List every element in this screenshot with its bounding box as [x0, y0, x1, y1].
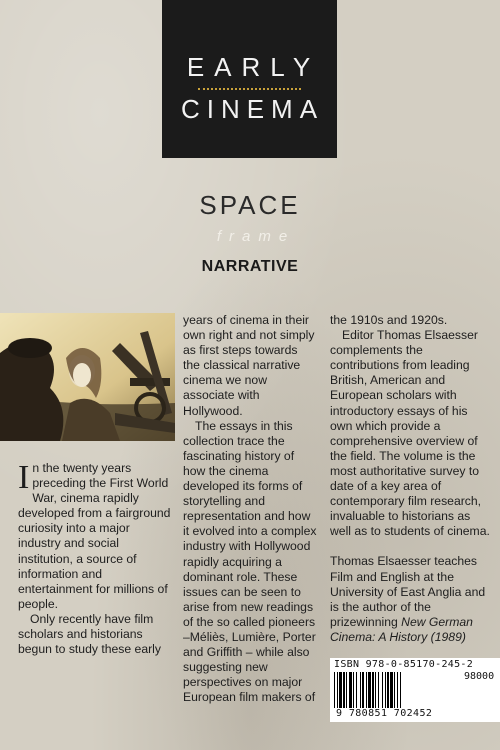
blurb-column-1 — [18, 461, 175, 657]
blurb-paragraph: Editor Thomas Elsaesser complements the contributions from leading British, American and European scholars with introductory essays of his own which provide a comprehensive overview of the field. The volume is the most authoritative survey to date of a key area of contemporary film research, invaluable to historians as well as to students of cinema. — [330, 328, 490, 539]
blurb-paragraph: Only recently have film scholars and historians begun to study these early — [18, 611, 161, 657]
barcode-panel — [330, 658, 500, 722]
book-title-line1: SPACE — [199, 190, 301, 220]
barcode-icon — [334, 672, 462, 708]
barcode-addon: 98000 — [464, 671, 495, 682]
drop-cap: I — [18, 459, 30, 496]
blurb-paragraph: the 1910s and 1920s. — [330, 313, 448, 327]
author-bio — [330, 554, 490, 645]
series-title-line2: CINEMA — [180, 94, 325, 124]
book-title-line2: frame — [216, 228, 296, 245]
book-reference: New German Cinema: A History (1989) — [330, 614, 473, 644]
barcode-digits: 9 780851 702452 — [336, 708, 433, 719]
isbn-label: ISBN 978-0-85170-245-2 — [334, 659, 474, 670]
blurb-paragraph: The essays in this collection trace the fascinating history of how the cinema developed its forms of storytelling and representation and how it evolved into a complex industry with Hollywood rapidly acquiring a dominant role. These issues can be seen to arise from new readings of the so called pioneers –Méliès, Lumière, Porter and Griffith – while also suggesting new perspectives on major European film makers of — [183, 418, 317, 705]
series-logo — [162, 0, 337, 158]
blurb-paragraph: n the twenty years preceding the First World War, cinema rapidly developed from a fairground curiosity into a major industry and social institution, a source of information and entertainment for millions of people. — [18, 461, 171, 611]
blurb-column-3 — [330, 313, 490, 645]
blurb-column-2 — [183, 313, 317, 705]
book-title-line3: NARRATIVE — [201, 258, 299, 275]
author-bio-text: Thomas Elsaesser teaches Film and English at the University of East Anglia and is the author of the prizewinning — [330, 554, 486, 629]
series-title-line1: EARLY — [186, 52, 321, 82]
film-still-photo — [0, 313, 175, 441]
series-dotted-divider — [198, 88, 301, 90]
blurb-paragraph: years of cinema in their own right and not simply as first steps towards the classical narrative cinema we now associate with Hollywood. — [183, 313, 315, 418]
